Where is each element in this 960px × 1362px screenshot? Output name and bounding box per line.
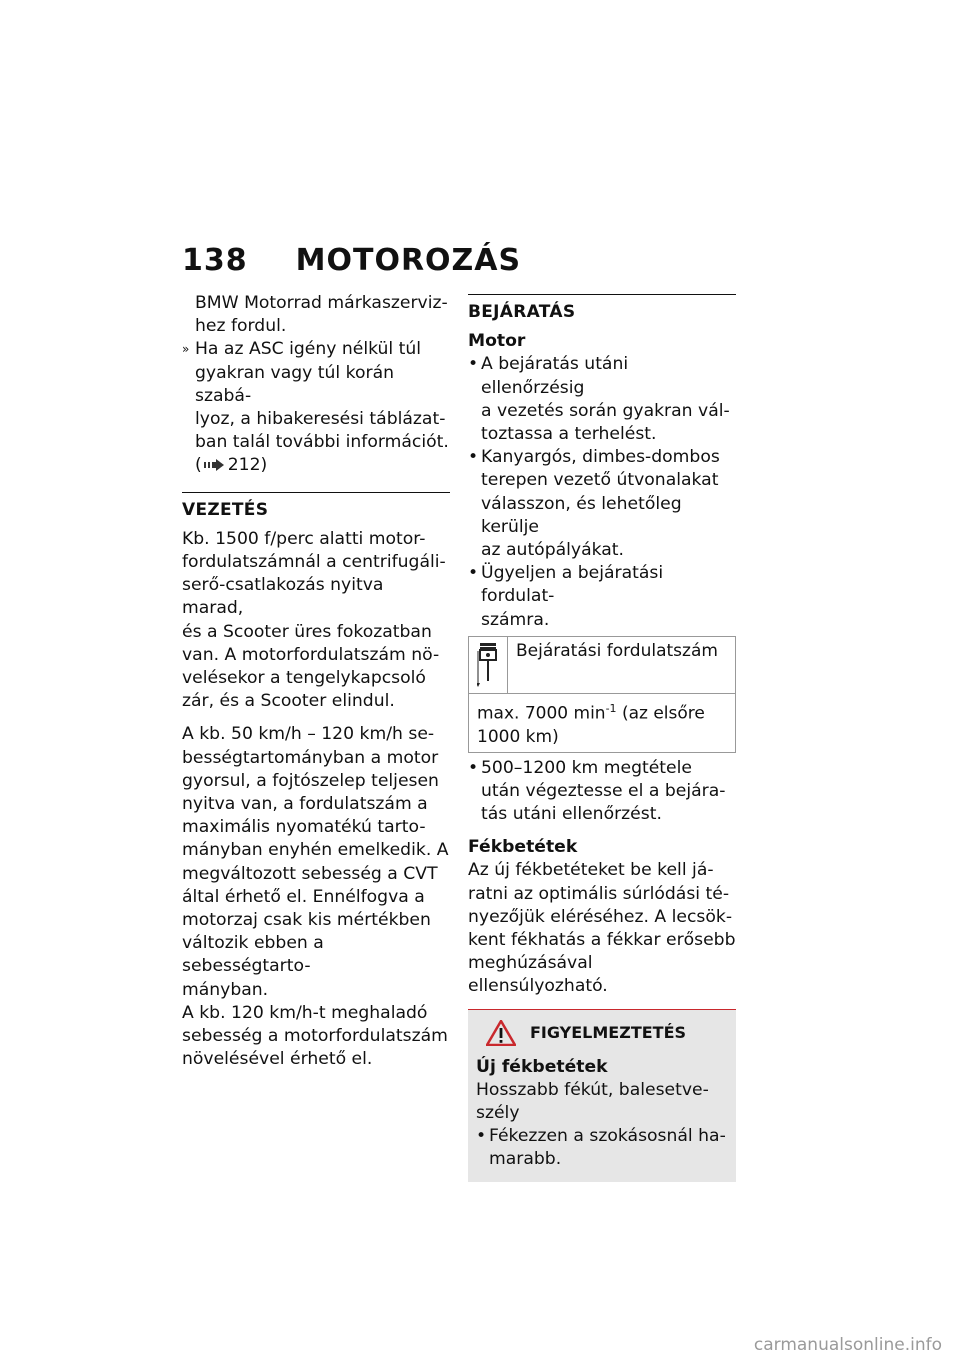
text-line: marabb.: [489, 1149, 562, 1170]
text-line: gyakran vagy túl korán szabá-: [195, 362, 394, 406]
section-divider: [182, 492, 450, 493]
text-line: által érhető el. Ennélfogva a: [182, 886, 425, 907]
section-divider: [468, 294, 736, 295]
text-line: az autópályákat.: [481, 540, 625, 561]
text-line: maximális nyomatékú tarto-: [182, 817, 426, 838]
warning-subtitle: Új fékbetétek: [476, 1056, 608, 1077]
spec-value-text: max. 7000 min: [477, 703, 606, 724]
text-line: tás utáni ellenőrzést.: [481, 803, 662, 824]
brake-paragraph: [468, 859, 736, 998]
text-line: Kanyargós, dimbes-dombos: [481, 447, 720, 468]
text-line: meghúzásával ellensúlyozható.: [468, 953, 608, 997]
text-line: mányban enyhén emelkedik. A: [182, 840, 449, 861]
paragraph-1: [182, 528, 450, 714]
text-line: számra.: [481, 609, 550, 630]
warning-header: [476, 1020, 728, 1046]
spec-header: [469, 637, 735, 694]
text-line: Hosszabb fékút, balesetve-: [476, 1079, 709, 1100]
brake-heading: Fékbetétek: [468, 837, 578, 858]
text-line: motorzaj csak kis mértékben: [182, 910, 431, 931]
bullet-icon: •: [468, 354, 479, 375]
text-line: zár, és a Scooter elindul.: [182, 691, 395, 712]
text-line: hez fordul.: [195, 316, 287, 337]
text-line: megváltozott sebesség a CVT: [182, 863, 438, 884]
text-line: velésekor a tengelykapcsoló: [182, 668, 426, 689]
list-item: [468, 562, 736, 632]
spec-table: [468, 636, 736, 753]
text-line: Az új fékbetéteket be kell já-: [468, 860, 714, 881]
text-line: válasszon, és lehetőleg kerülje: [481, 493, 682, 537]
motor-heading: Motor: [468, 331, 526, 352]
text-line: gyorsul, a fojtószelep teljesen: [182, 770, 439, 791]
text-line: és a Scooter üres fokozatban: [182, 621, 432, 642]
text-line: után végeztesse el a bejára-: [481, 780, 726, 801]
warning-triangle-icon: [486, 1020, 516, 1046]
section-title-bejaratas: BEJÁRATÁS: [468, 302, 576, 322]
bullet-icon: •: [468, 447, 479, 468]
text-line: serő-csatlakozás nyitva marad,: [182, 575, 384, 619]
spec-value-exponent: -1: [605, 701, 617, 715]
piston-icon: [469, 637, 508, 693]
page-number: 138: [182, 243, 248, 278]
bullet-icon: •: [476, 1126, 487, 1147]
list-item: [468, 353, 736, 446]
text-line: A bejáratás utáni ellenőrzésig: [481, 354, 629, 398]
text-line: a vezetés során gyakran vál-: [481, 400, 730, 421]
section-title-vezetes: VEZETÉS: [182, 499, 269, 520]
text-line: A kb. 120 km/h-t meghaladó: [182, 1002, 428, 1023]
page-reference[interactable]: ( 212): [195, 455, 268, 476]
text-line: toztassa a terhelést.: [481, 424, 657, 445]
text-line: növelésével érhető el.: [182, 1049, 373, 1070]
left-column: [182, 292, 450, 1072]
page-header: [182, 243, 521, 278]
text-line: A kb. 50 km/h – 120 km/h se-: [182, 724, 435, 745]
text-line: Fékezzen a szokásosnál ha-: [489, 1126, 726, 1147]
arrow-right-icon: [204, 459, 224, 471]
text-line: nyitva van, a fordulatszám a: [182, 794, 428, 815]
warning-title: FIGYELMEZTETÉS: [530, 1022, 687, 1042]
text-line: lyoz, a hibakeresési táblázat-: [195, 409, 446, 430]
chapter-title: MOTOROZÁS: [295, 243, 522, 278]
text-line: ban talál további információt.: [195, 432, 449, 453]
text-line: sebesség a motorfordulatszám: [182, 1026, 448, 1047]
text-line: változik ebben a sebességtarto-: [182, 933, 324, 977]
spec-value: [469, 694, 735, 752]
text-line: nyezőjük eléréséhez. A lecsök-: [468, 906, 733, 927]
list-item: [468, 757, 736, 827]
right-column: [468, 292, 736, 1182]
text-line: ratni az optimális súrlódási té-: [468, 883, 730, 904]
text-line: Kb. 1500 f/perc alatti motor-: [182, 528, 426, 549]
text-line: terepen vezető útvonalakat: [481, 470, 719, 491]
reference-number: 212): [227, 455, 268, 476]
spec-value-text: (az elsőre: [616, 703, 705, 724]
text-line: Ügyeljen a bejáratási fordulat-: [481, 563, 664, 607]
warning-box: [468, 1009, 736, 1182]
watermark[interactable]: carmanualsonline.info: [753, 1335, 942, 1355]
asc-instruction: [182, 338, 450, 477]
text-line: BMW Motorrad márkaszerviz-: [195, 293, 448, 313]
text-line: bességtartományban a motor: [182, 747, 439, 768]
bullet-icon: •: [468, 563, 479, 584]
text-line: szély: [476, 1102, 520, 1123]
text-line: Ha az ASC igény nélkül túl: [195, 339, 422, 360]
text-line: fordulatszámnál a centrifugáli-: [182, 552, 446, 573]
spec-label: Bejáratási fordulatszám: [516, 640, 718, 661]
intro-text: [182, 292, 450, 338]
list-item: [476, 1125, 728, 1171]
list-item: [468, 446, 736, 562]
text-line: van. A motorfordulatszám nö-: [182, 644, 440, 665]
paragraph-2: [182, 723, 450, 1071]
bullet-icon: •: [468, 757, 479, 778]
text-line: kent fékhatás a fékkar erősebb: [468, 929, 736, 950]
text-line: mányban.: [182, 979, 269, 1000]
text-line: 500–1200 km megtétele: [481, 757, 692, 778]
double-arrow-marker-icon: »: [182, 342, 190, 357]
spec-value-text: 1000 km): [477, 726, 559, 747]
